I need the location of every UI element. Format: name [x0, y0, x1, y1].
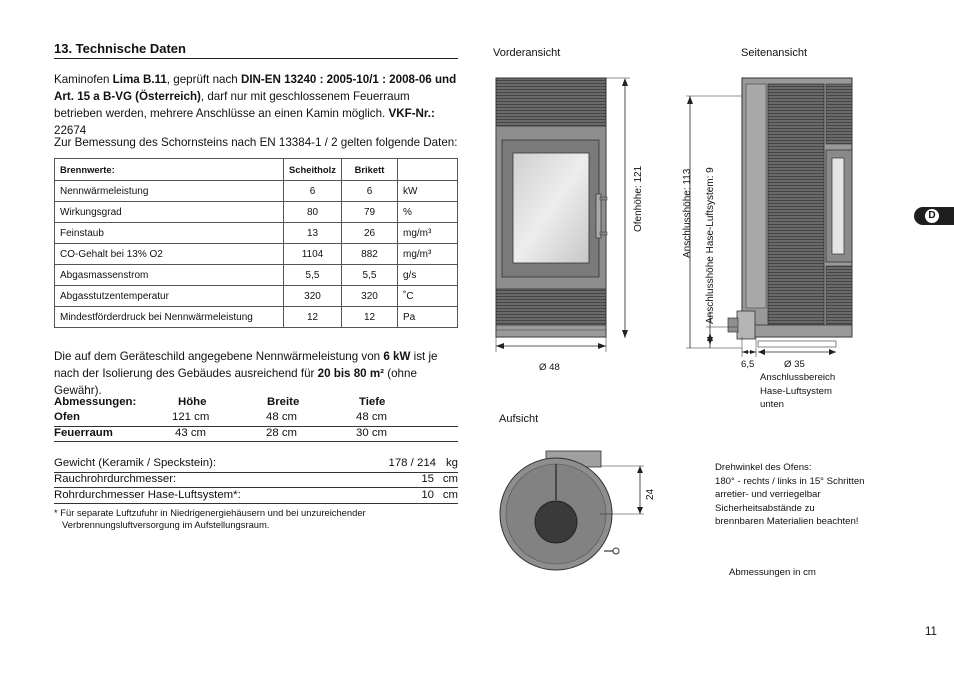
row-label: Feinstaub [55, 223, 284, 244]
section-heading: 13. Technische Daten [54, 41, 186, 56]
intro-text-3: , darf nur mit geschlossenem Feuerraum betrieben werden, mehrere Anschlüsse an einen Kamin möglich. [54, 90, 410, 120]
row-unit: mg/m³ [398, 223, 458, 244]
dim-row-width: 28 cm [266, 427, 298, 439]
intro-text-1: Kaminofen [54, 73, 110, 86]
air-connection-height-label: Anschlusshöhe Hase-Luftsystem: 9 [705, 167, 716, 324]
row-wood: 80 [284, 202, 342, 223]
row-wood: 13 [284, 223, 342, 244]
oven-height-label: Ofenhöhe: 121 [633, 165, 644, 232]
intro-vkf-value: 22674 [54, 124, 87, 137]
chimney-note: Zur Bemessung des Schornsteins nach EN 13384-1 / 2 gelten folgende Daten: [54, 136, 458, 149]
intro-model: Lima B.11 [112, 73, 167, 86]
row-wood: 320 [284, 286, 342, 307]
note-line: 180° - rechts / links in 15° Schritten [715, 475, 865, 487]
language-tab [914, 207, 954, 225]
note-line: Anschlussbereich [760, 372, 836, 383]
table-header-cell: Scheitholz [284, 159, 342, 181]
row-briquette: 26 [342, 223, 398, 244]
page-number: 11 [925, 626, 937, 638]
dim-row-label: Ofen [54, 411, 80, 423]
row-unit: mg/m³ [398, 244, 458, 265]
dim-header-depth: Tiefe [359, 396, 386, 408]
spec-label: Rohrdurchmesser Hase-Luftsystem*: [54, 489, 241, 501]
top-view-caption: Aufsicht [499, 413, 539, 425]
intro-text-2: , geprüft nach [166, 73, 238, 86]
spec-unit: kg [445, 457, 458, 469]
front-view [496, 78, 607, 337]
note-line: unten [760, 399, 785, 410]
note-line: brennbaren Materialien beachten! [715, 516, 859, 527]
footnote-line: Verbrennungsluftversorgung im Aufstellungsraum. [62, 519, 270, 530]
connection-height-label: Anschlusshöhe: 113 [682, 168, 693, 258]
row-briquette: 5,5 [342, 265, 398, 286]
front-width-dimension [496, 337, 606, 352]
front-view-caption: Vorderansicht [493, 47, 561, 59]
row-wood: 12 [284, 307, 342, 328]
heat-text-1: Die auf dem Geräteschild angegebene Nennwärmeleistung von [54, 350, 381, 363]
intro-vkf-label: VKF-Nr.: [388, 107, 435, 120]
spec-label: Rauchrohrdurchmesser: [54, 473, 177, 485]
row-label: Abgasmassenstrom [55, 265, 284, 286]
dim-header-label: Abmessungen: [54, 396, 137, 408]
front-width-label: Ø 48 [539, 362, 560, 373]
spec-value: 10 [421, 489, 434, 501]
spec-value: 178 / 214 [388, 457, 436, 469]
row-label: Mindestförderdruck bei Nennwärmeleistung [55, 307, 284, 328]
units-note: Abmessungen in cm [729, 567, 816, 578]
dim-row-height: 121 cm [172, 411, 210, 423]
row-unit: Pa [398, 307, 458, 328]
note-line: arretier- und verriegelbar [715, 489, 821, 500]
spec-label: Gewicht (Keramik / Speckstein): [54, 457, 217, 469]
row-briquette: 882 [342, 244, 398, 265]
note-line: Drehwinkel des Ofens: [715, 462, 812, 473]
side-bottom-dimensions [742, 337, 836, 357]
row-wood: 5,5 [284, 265, 342, 286]
top-view [500, 451, 619, 570]
connection-area-note [760, 371, 835, 412]
dim-row-label: Feuerraum [54, 427, 113, 439]
dim-row-width: 48 cm [266, 411, 298, 423]
table-header-cell: Brennwerte: [55, 159, 284, 181]
dim-row-height: 43 cm [175, 427, 207, 439]
heat-kw: 6 kW [383, 350, 411, 363]
front-height-dimension [606, 78, 630, 338]
row-unit: ˚C [398, 286, 458, 307]
heat-text-2: ist je nach der Isolierung des Gebäudes ausreichend für [54, 350, 438, 380]
dim-header-height: Höhe [178, 396, 207, 408]
intro-norm: DIN-EN 13240 : 2005-10/1 : 2008-06 und Art. 15 a B-VG (Österreich) [54, 73, 457, 103]
rotation-note [715, 461, 865, 529]
row-briquette: 320 [342, 286, 398, 307]
side-connection-label: Ø 35 [784, 359, 805, 370]
spec-unit: cm [442, 489, 458, 501]
row-briquette: 6 [342, 181, 398, 202]
language-tab-label: D [925, 209, 939, 223]
side-offset-label: 6,5 [741, 359, 755, 370]
row-label: Nennwärmeleistung [55, 181, 284, 202]
table-header-cell: Brikett [342, 159, 398, 181]
spec-value: 15 [421, 473, 434, 485]
footnote-line: * Für separate Luftzufuhr in Niedrigenergiehäusern und bei unzureichender [54, 507, 366, 518]
row-unit: g/s [398, 265, 458, 286]
note-line: Sicherheitsabstände zu [715, 502, 815, 514]
note-line: Hase-Luftsystem [760, 385, 832, 397]
heat-area: 20 bis 80 m² [317, 367, 385, 380]
side-view [728, 78, 852, 339]
spec-unit: cm [442, 473, 458, 485]
side-view-caption: Seitenansicht [741, 47, 808, 59]
row-briquette: 79 [342, 202, 398, 223]
row-unit: % [398, 202, 458, 223]
row-label: Abgasstutzentemperatur [55, 286, 284, 307]
dim-header-width: Breite [267, 396, 300, 408]
dim-row-depth: 48 cm [356, 411, 388, 423]
top-depth-label: 24 [645, 488, 656, 500]
dim-row-depth: 30 cm [356, 427, 388, 439]
row-briquette: 12 [342, 307, 398, 328]
row-wood: 1104 [284, 244, 342, 265]
row-wood: 6 [284, 181, 342, 202]
row-label: Wirkungsgrad [55, 202, 284, 223]
row-label: CO-Gehalt bei 13% O2 [55, 244, 284, 265]
heat-text-3: (ohne Gewähr). [54, 367, 417, 397]
row-unit: kW [398, 181, 458, 202]
